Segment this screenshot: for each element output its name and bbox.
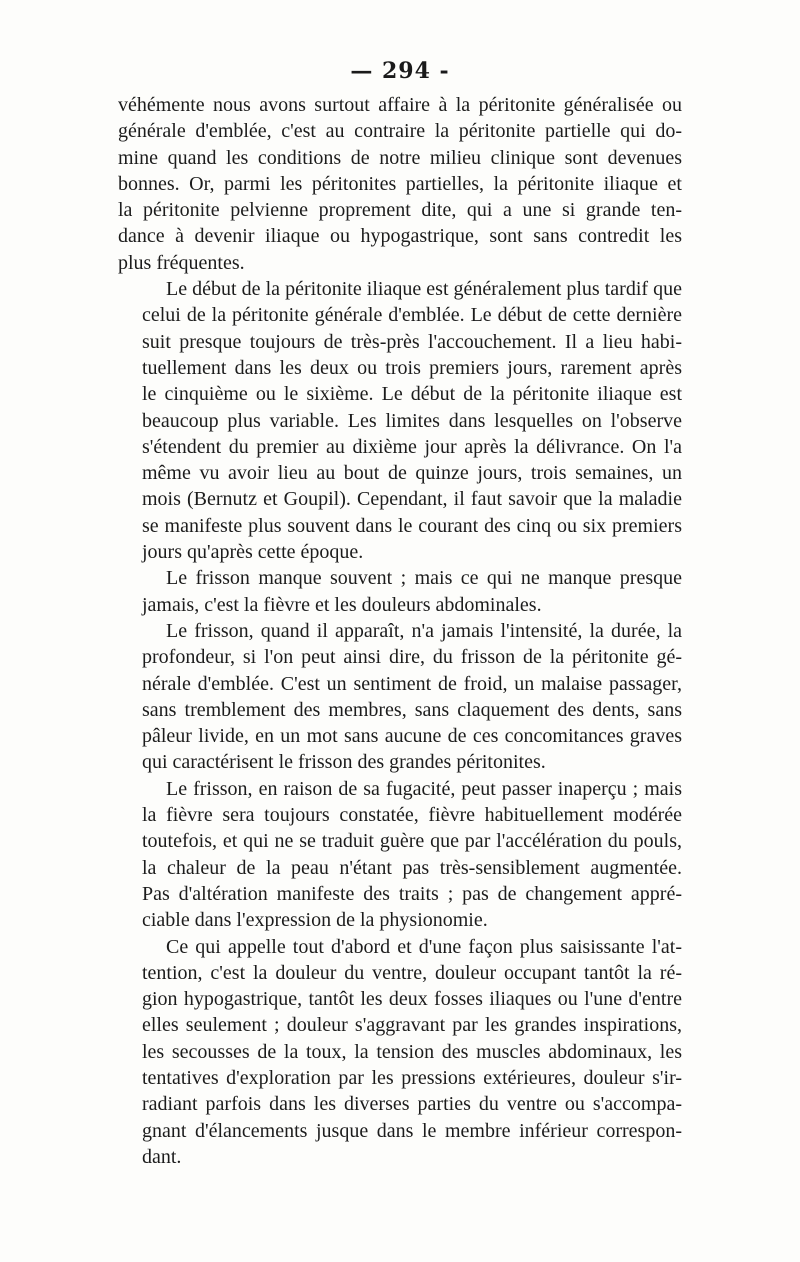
- text-line: dant.: [142, 1145, 182, 1168]
- text-line: plus fréquentes.: [118, 251, 245, 274]
- paragraph: [118, 618, 682, 776]
- text-line: gion hypogastrique, tantôt les deux fosses iliaques ou l'une d'entre: [142, 988, 682, 1011]
- paragraph: [118, 776, 682, 934]
- text-line: qui caractérisent le frisson des grandes péritonites.: [142, 751, 546, 774]
- text-line: jours qu'après cette époque.: [142, 541, 364, 564]
- text-line: beaucoup plus variable. Les limites dans lesquelles on l'observe: [142, 409, 682, 432]
- text-line: profondeur, si l'on peut ainsi dire, du frisson de la péritonite gé-: [142, 646, 682, 669]
- text-line: tentatives d'exploration par les pressions extérieures, douleur s'ir-: [142, 1066, 682, 1089]
- paragraph: [118, 92, 682, 276]
- text-line: la chaleur de la peau n'étant pas très-sensiblement augmentée.: [142, 856, 682, 879]
- text-line: jamais, c'est la fièvre et les douleurs abdominales.: [142, 593, 542, 616]
- text-line: même vu avoir lieu au bout de quinze jours, trois semaines, un: [142, 462, 682, 485]
- text-line: Le frisson, en raison de sa fugacité, peut passer inaperçu ; mais: [166, 777, 682, 800]
- text-line: tuellement dans les deux ou trois premiers jours, rarement après: [142, 356, 682, 379]
- text-line: tention, c'est la douleur du ventre, douleur occupant tantôt la ré-: [142, 961, 682, 984]
- text-line: s'étendent du premier au dixième jour après la délivrance. On l'a: [142, 435, 682, 458]
- text-line: le cinquième ou le sixième. Le début de la péritonite iliaque est: [142, 383, 682, 406]
- text-line: toutefois, et qui ne se traduit guère que par l'accélération du pouls,: [142, 830, 682, 853]
- body-text: [118, 92, 682, 1170]
- text-line: gnant d'élancements jusque dans le membre inférieur correspon-: [142, 1119, 682, 1142]
- text-line: Le frisson, quand il apparaît, n'a jamais l'intensité, la durée, la: [166, 619, 682, 642]
- text-line: véhémente nous avons surtout affaire à la péritonite généralisée ou: [118, 94, 682, 116]
- text-line: la péritonite pelvienne proprement dite, qui a une si grande ten-: [118, 199, 682, 222]
- paragraph: [118, 565, 682, 618]
- text-line: Le frisson manque souvent ; mais ce qui ne manque presque: [166, 567, 682, 590]
- text-line: Le début de la péritonite iliaque est généralement plus tardif que: [166, 278, 682, 301]
- text-line: dance à devenir iliaque ou hypogastrique, sont sans contredit les: [118, 225, 682, 248]
- text-line: la fièvre sera toujours constatée, fièvre habituellement modérée: [142, 804, 682, 827]
- text-line: elles seulement ; douleur s'aggravant par les grandes inspirations,: [142, 1014, 682, 1037]
- paragraph: [118, 934, 682, 1171]
- text-line: celui de la péritonite générale d'emblée. Le début de cette dernière: [142, 304, 682, 327]
- text-line: Ce qui appelle tout d'abord et d'une façon plus saisissante l'at-: [166, 935, 682, 958]
- text-line: se manifeste plus souvent dans le courant des cinq ou six premiers: [142, 514, 682, 537]
- text-line: Pas d'altération manifeste des traits ; pas de changement appré-: [142, 882, 682, 905]
- text-line: sans tremblement des membres, sans claquement des dents, sans: [142, 698, 682, 721]
- text-line: nérale d'emblée. C'est un sentiment de froid, un malaise passager,: [142, 672, 682, 695]
- text-line: mois (Bernutz et Goupil). Cependant, il faut savoir que la maladie: [142, 488, 682, 511]
- text-line: mine quand les conditions de notre milieu clinique sont devenues: [118, 146, 682, 169]
- page-number-header: — 294 -: [350, 58, 450, 84]
- text-line: suit presque toujours de très-près l'accouchement. Il a lieu habi-: [142, 330, 682, 353]
- text-line: les secousses de la toux, la tension des muscles abdominaux, les: [142, 1040, 682, 1063]
- text-line: pâleur livide, en un mot sans aucune de ces concomitances graves: [142, 725, 682, 748]
- text-line: ciable dans l'expression de la physionomie.: [142, 909, 488, 932]
- text-line: bonnes. Or, parmi les péritonites partielles, la péritonite iliaque et: [118, 172, 682, 195]
- text-line: radiant parfois dans les diverses parties du ventre ou s'accompa-: [142, 1093, 682, 1116]
- paragraph: [118, 276, 682, 565]
- text-line: générale d'emblée, c'est au contraire la péritonite partielle qui do-: [118, 120, 682, 143]
